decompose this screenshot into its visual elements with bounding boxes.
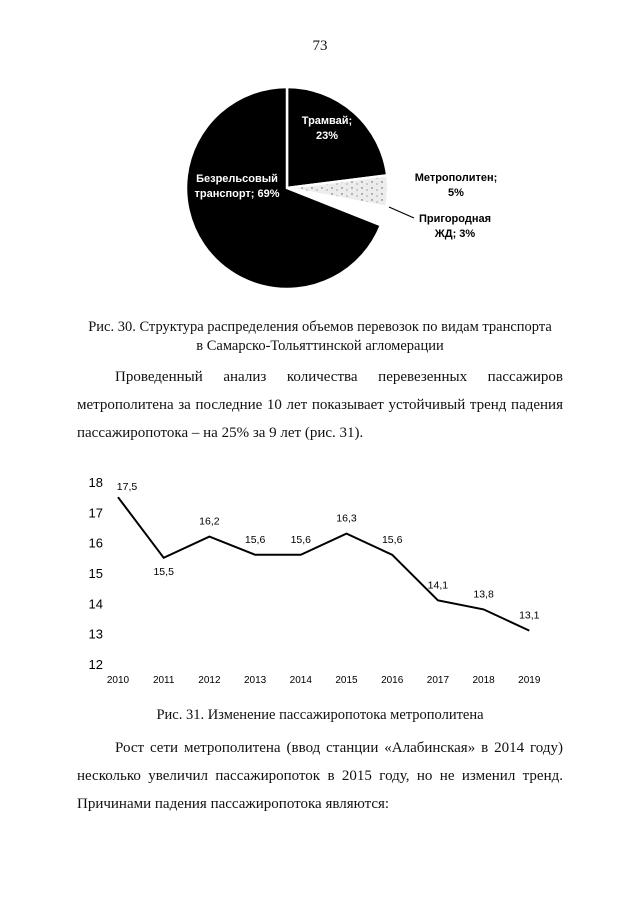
paragraph-2-line-1: Рост сети метрополитена (ввод станции «Алабинская» в 2014 году) [115,740,563,756]
x-tick-label: 2011 [152,675,175,686]
slice-label-suburban-name: Пригородная [419,213,491,225]
slice-label-trolley-value: транспорт; 69% [194,188,280,200]
series-line [118,497,529,630]
y-tick-label: 13 [88,626,103,642]
page-number: 73 [312,38,328,54]
data-label: 15,6 [381,533,403,546]
slice-label-tram-name: Трамвай; [301,115,353,127]
paragraph-2-line-2: несколько увеличил пассажиропоток в 2015 году, но не изменил тренд. [77,768,563,784]
x-tick-label: 2010 [106,675,130,686]
data-label: 15,6 [290,533,312,546]
x-tick-label: 2013 [243,675,267,686]
data-label: 13,8 [473,588,494,601]
x-axis-ticks [107,675,541,686]
figure-31-caption-line-1: Рис. 31. Изменение пассажиропотока метрополитена [156,707,484,723]
y-tick-label: 15 [88,566,103,581]
data-label: 15,6 [244,533,266,546]
y-tick-label: 12 [88,657,103,672]
x-tick-label: 2017 [426,675,450,686]
paragraph-1-line-2: метрополитена за последние 10 лет показывает устойчивый тренд падения [77,397,563,413]
slice-label-suburban-value: ЖД; 3% [434,228,476,240]
x-tick-label: 2012 [198,675,221,686]
x-tick-label: 2018 [472,675,495,686]
slice-label-trolley-name: Безрельсовый [196,173,278,185]
paragraph-2 [77,734,563,818]
data-label: 16,2 [199,515,220,528]
figure-30-caption-line-1: Рис. 30. Структура распределения объемов перевозок по видам транспорта [88,319,552,335]
y-tick-label: 14 [88,596,103,612]
x-tick-label: 2014 [289,675,312,686]
y-tick-label: 17 [88,505,103,521]
figure-30-caption-line-2: в Самарско-Тольяттинской агломерации [196,338,444,354]
y-tick-label: 18 [88,475,103,490]
y-axis-ticks [89,475,103,672]
y-tick-label: 16 [88,535,103,551]
figure-31-caption [60,706,580,725]
slice-label-tram-value: 23% [315,130,339,142]
x-tick-label: 2016 [381,675,404,686]
paragraph-1-line-3: пассажиропотока – на 25% за 9 лет (рис. 31). [77,425,364,441]
slice-label-metro-name: Метрополитен; [414,172,498,184]
data-label: 17,5 [116,481,138,494]
data-label: 14,1 [427,579,449,592]
slice-label-metro-value: 5% [448,187,464,199]
data-label: 16,3 [336,512,357,525]
x-tick-label: 2019 [518,675,541,686]
x-tick-label: 2015 [335,675,358,686]
data-labels [117,481,540,621]
paragraph-1-line-1: Проведенный анализ количества перевезенных пассажиров [115,369,563,385]
data-label: 15,5 [153,565,174,578]
data-label: 13,1 [519,609,540,622]
paragraph-2-line-3: Причинами падения пассажиропотока являются: [77,796,390,812]
